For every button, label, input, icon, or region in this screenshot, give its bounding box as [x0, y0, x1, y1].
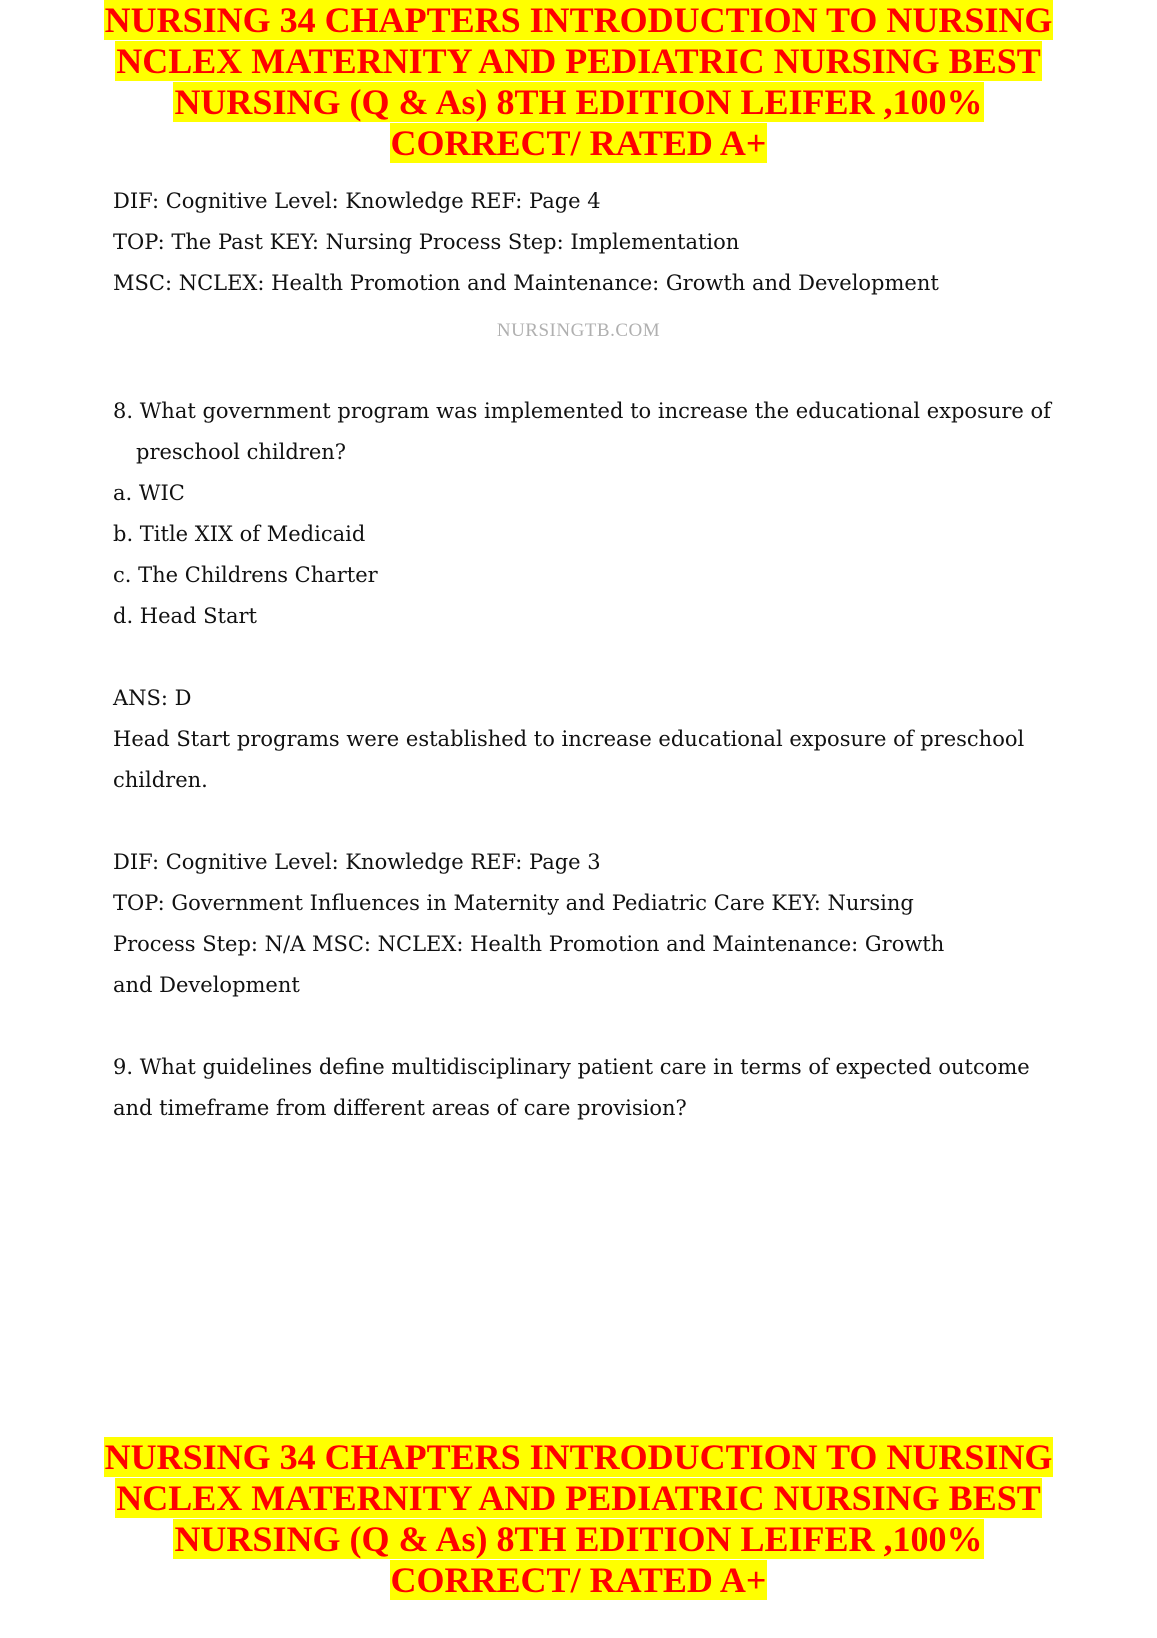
option-c: c. The Childrens Charter — [113, 563, 378, 587]
dif-line: DIF: Cognitive Level: Knowledge REF: Page 4 — [113, 189, 601, 213]
banner-line-4: CORRECT/ RATED A+ — [390, 123, 767, 163]
msc-line-2-cont: and Development — [113, 973, 300, 997]
top-line-2: TOP: Government Influences in Maternity and Pediatric Care KEY: Nursing — [113, 891, 914, 915]
rationale-cont: children. — [113, 768, 208, 792]
question-8-text: 8. What government program was implemented to increase the educational exposure of — [113, 399, 1051, 423]
banner-line-1: NURSING 34 CHAPTERS INTRODUCTION TO NURSING — [104, 0, 1053, 40]
footer-banner-line-1: NURSING 34 CHAPTERS INTRODUCTION TO NURSING — [104, 1437, 1053, 1477]
question-9-text: 9. What guidelines define multidisciplinary patient care in terms of expected outcome — [113, 1055, 1030, 1079]
header-banner — [0, 0, 1157, 164]
watermark: NURSINGTB.COM — [496, 320, 661, 341]
dif-line-2: DIF: Cognitive Level: Knowledge REF: Page 3 — [113, 850, 601, 874]
top-line: TOP: The Past KEY: Nursing Process Step: Implementation — [113, 230, 740, 254]
rationale: Head Start programs were established to increase educational exposure of preschool — [113, 727, 1025, 751]
footer-banner-line-2: NCLEX MATERNITY AND PEDIATRIC NURSING BEST — [116, 1478, 1041, 1518]
footer-banner-line-4: CORRECT/ RATED A+ — [390, 1560, 767, 1600]
msc-line-2: Process Step: N/A MSC: NCLEX: Health Promotion and Maintenance: Growth — [113, 932, 945, 956]
banner-line-3: NURSING (Q & As) 8TH EDITION LEIFER ,100% — [174, 82, 983, 122]
option-b: b. Title XIX of Medicaid — [113, 522, 366, 546]
msc-line: MSC: NCLEX: Health Promotion and Maintenance: Growth and Development — [113, 271, 939, 295]
footer-banner — [0, 1437, 1157, 1601]
footer-banner-line-3: NURSING (Q & As) 8TH EDITION LEIFER ,100% — [174, 1519, 983, 1559]
option-a: a. WIC — [113, 481, 185, 505]
question-9-text-cont: and timeframe from different areas of care provision? — [113, 1096, 687, 1120]
question-8-text-cont: preschool children? — [136, 440, 347, 464]
banner-line-2: NCLEX MATERNITY AND PEDIATRIC NURSING BEST — [116, 41, 1041, 81]
option-d: d. Head Start — [113, 604, 257, 628]
answer: ANS: D — [113, 686, 192, 710]
